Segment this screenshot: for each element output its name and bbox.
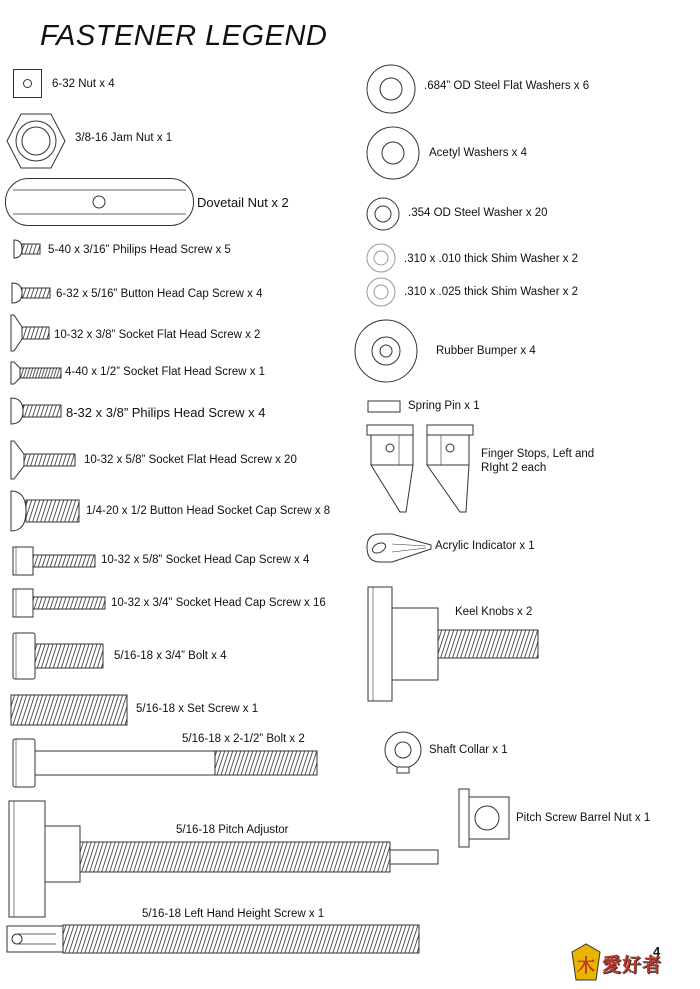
long-bolt-icon xyxy=(12,738,318,788)
logo-icon xyxy=(568,942,604,982)
small-flat-head-screw-icon xyxy=(10,361,62,385)
label-washer-354: .354 OD Steel Washer x 20 xyxy=(408,207,548,219)
label-shaft-collar: Shaft Collar x 1 xyxy=(429,744,508,756)
label-acrylic: Acrylic Indicator x 1 xyxy=(435,540,535,552)
label-shim-025: .310 x .025 thick Shim Washer x 2 xyxy=(404,286,579,298)
dovetail-nut-icon xyxy=(5,178,194,226)
shim-washer-icon xyxy=(366,243,398,275)
acrylic-indicator-icon xyxy=(366,532,432,564)
square-nut-icon xyxy=(13,69,43,99)
socket-head-cap-screw-icon xyxy=(12,546,96,576)
label-nut-632: 6-32 Nut x 4 xyxy=(52,78,115,90)
flat-head-screw-icon xyxy=(10,314,50,352)
shaft-collar-icon xyxy=(383,731,423,775)
page-number: 4 xyxy=(653,944,661,959)
label-bolt-516-34: 5/16-18 x 3/4” Bolt x 4 xyxy=(114,650,227,662)
svg-text:木: 木 xyxy=(577,956,595,977)
label-lh-height-screw: 5/16-18 Left Hand Height Screw x 1 xyxy=(142,908,325,920)
steel-washer-icon xyxy=(366,197,402,231)
pitch-adjustor-icon xyxy=(8,800,440,918)
label-spring-pin: Spring Pin x 1 xyxy=(408,400,480,412)
button-head-socket-screw-icon xyxy=(10,490,80,532)
label-set-screw: 5/16-18 x Set Screw x 1 xyxy=(136,703,259,715)
label-sfhs-1032-58: 10-32 x 5/8” Socket Flat Head Screw x 20 xyxy=(84,454,297,466)
label-bhscs-1420: 1/4-20 x 1/2 Button Head Socket Cap Screw x 8 xyxy=(86,505,331,517)
label-dovetail-nut: Dovetail Nut x 2 xyxy=(197,195,289,210)
set-screw-icon xyxy=(10,694,128,726)
bolt-icon xyxy=(12,632,104,680)
label-barrel-nut: Pitch Screw Barrel Nut x 1 xyxy=(516,812,651,824)
label-bumper: Rubber Bumper x 4 xyxy=(436,345,536,357)
button-head-screw-icon xyxy=(11,282,51,304)
label-philips-832: 8-32 x 3/8” Philips Head Screw x 4 xyxy=(66,405,266,420)
label-acetyl: Acetyl Washers x 4 xyxy=(429,147,527,159)
label-shcs-1032-58: 10-32 x 5/8” Socket Head Cap Screw x 4 xyxy=(101,554,310,566)
label-finger-stops: Finger Stops, Left and RIght 2 each xyxy=(481,448,595,474)
label-philips-540: 5-40 x 3/16” Philips Head Screw x 5 xyxy=(48,244,231,256)
hex-jam-nut-icon xyxy=(6,113,66,169)
keel-knob-icon xyxy=(367,586,539,702)
flat-head-screw-long-icon xyxy=(10,440,76,480)
barrel-nut-icon xyxy=(458,788,510,848)
socket-head-cap-screw-long-icon xyxy=(12,588,106,618)
finger-stops-icon xyxy=(366,424,474,514)
label-jam-nut: 3/8-16 Jam Nut x 1 xyxy=(75,132,173,144)
spring-pin-icon xyxy=(367,400,401,414)
label-bolt-516-212: 5/16-18 x 2-1/2” Bolt x 2 xyxy=(182,733,305,745)
page-title: FASTENER LEGEND xyxy=(40,20,328,52)
label-shcs-1032-34: 10-32 x 3/4” Socket Head Cap Screw x 16 xyxy=(111,597,326,609)
shim-washer-thick-icon xyxy=(366,277,398,309)
label-sfhs-440: 4-40 x 1/2” Socket Flat Head Screw x 1 xyxy=(65,366,266,378)
logo-text: 愛好者 xyxy=(602,955,663,976)
label-bhcs-632: 6-32 x 5/16” Button Head Cap Screw x 4 xyxy=(56,288,263,300)
rubber-bumper-icon xyxy=(354,318,418,384)
label-washer-684: .684” OD Steel Flat Washers x 6 xyxy=(424,80,590,92)
label-pitch-adjustor: 5/16-18 Pitch Adjustor xyxy=(176,824,289,836)
label-shim-010: .310 x .010 thick Shim Washer x 2 xyxy=(404,253,579,265)
label-sfhs-1032-38: 10-32 x 3/8” Socket Flat Head Screw x 2 xyxy=(54,329,261,341)
label-keel-knobs: Keel Knobs x 2 xyxy=(455,606,533,618)
pan-head-screw-icon xyxy=(13,239,41,259)
flat-washer-icon xyxy=(366,64,416,114)
acetyl-washer-icon xyxy=(366,126,420,180)
height-screw-icon xyxy=(6,922,420,956)
philips-head-screw-icon xyxy=(10,397,62,425)
